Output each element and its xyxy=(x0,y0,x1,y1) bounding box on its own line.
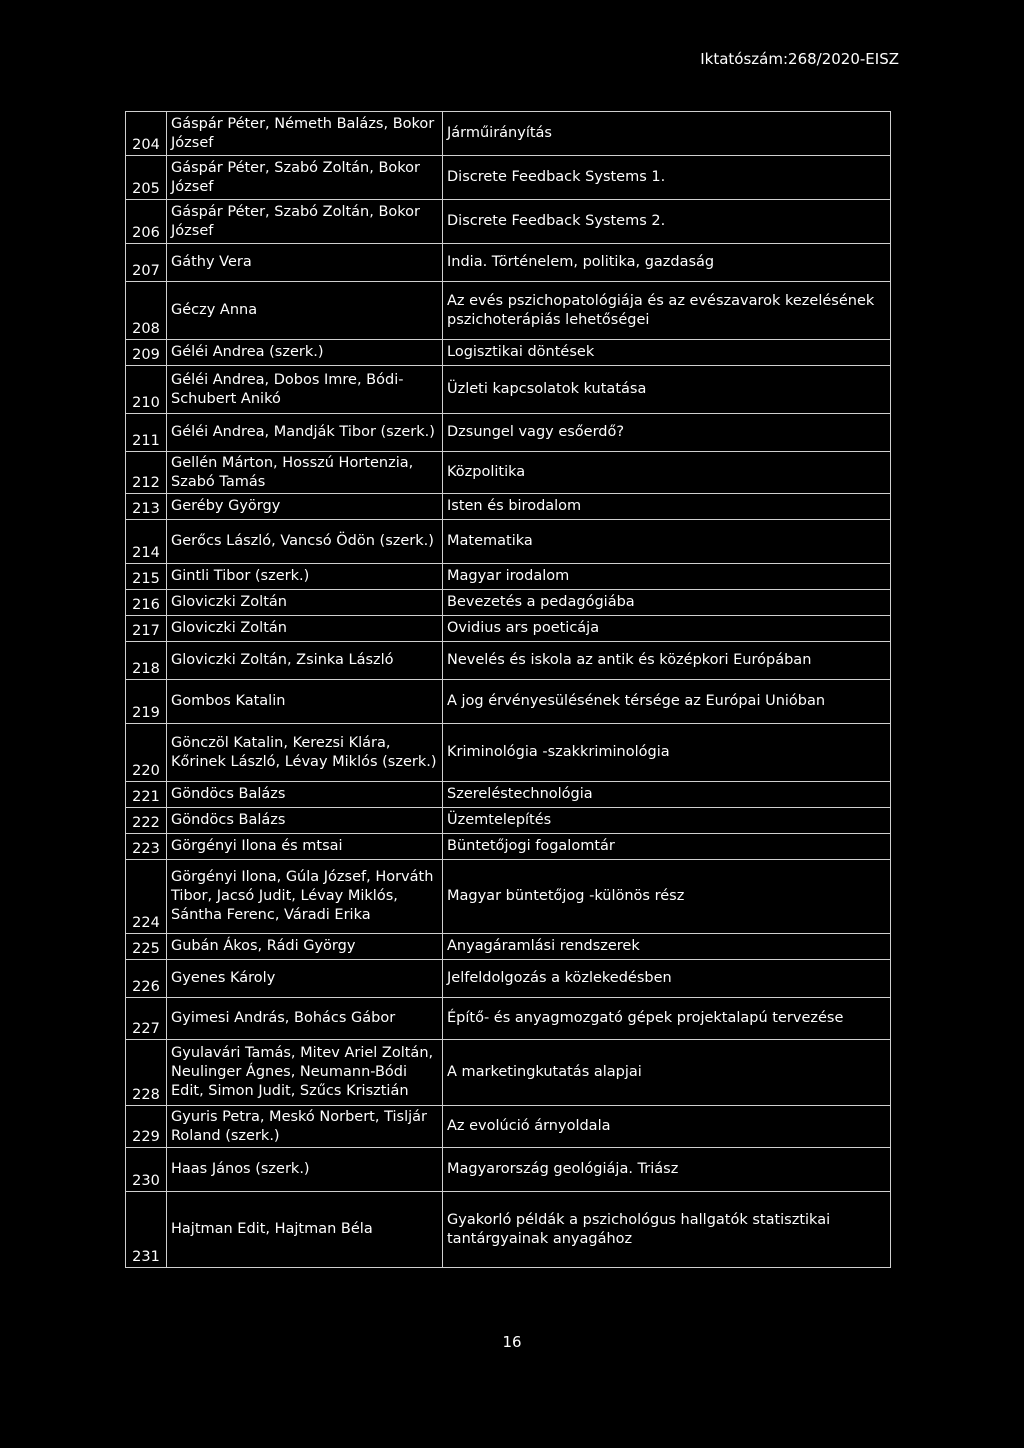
table-row xyxy=(126,282,891,340)
row-title: Matematika xyxy=(443,520,891,564)
page-number: 16 xyxy=(502,1333,522,1351)
table-row xyxy=(126,590,891,616)
row-number: 231 xyxy=(126,1192,167,1268)
row-title: Ovidius ars poeticája xyxy=(443,616,891,642)
row-authors: Géczy Anna xyxy=(167,282,443,340)
row-authors: Gönczöl Katalin, Kerezsi Klára, Kőrinek László, Lévay Miklós (szerk.) xyxy=(167,724,443,782)
row-authors: Göndöcs Balázs xyxy=(167,808,443,834)
table-row xyxy=(126,452,891,494)
row-title: Magyar büntetőjog -különös rész xyxy=(443,860,891,934)
row-number: 230 xyxy=(126,1148,167,1192)
table-row xyxy=(126,366,891,414)
table-row xyxy=(126,494,891,520)
table-row xyxy=(126,1192,891,1268)
row-authors: Gellén Márton, Hosszú Hortenzia, Szabó Tamás xyxy=(167,452,443,494)
row-authors: Géléi Andrea, Dobos Imre, Bódi-Schubert Anikó xyxy=(167,366,443,414)
row-title: Bevezetés a pedagógiába xyxy=(443,590,891,616)
row-authors: Görgényi Ilona, Gúla József, Horváth Tibor, Jacsó Judit, Lévay Miklós, Sántha Ferenc, Váradi Erika xyxy=(167,860,443,934)
row-authors: Gloviczki Zoltán xyxy=(167,590,443,616)
row-number: 224 xyxy=(126,860,167,934)
row-title: Gyakorló példák a pszichológus hallgatók statisztikai tantárgyainak anyagához xyxy=(443,1192,891,1268)
row-number: 215 xyxy=(126,564,167,590)
table-row xyxy=(126,414,891,452)
row-number: 206 xyxy=(126,200,167,244)
row-title: Magyarország geológiája. Triász xyxy=(443,1148,891,1192)
row-authors: Géléi Andrea (szerk.) xyxy=(167,340,443,366)
row-title: Jelfeldolgozás a közlekedésben xyxy=(443,960,891,998)
row-title: Üzemtelepítés xyxy=(443,808,891,834)
row-title: Büntetőjogi fogalomtár xyxy=(443,834,891,860)
row-number: 210 xyxy=(126,366,167,414)
row-title: Logisztikai döntések xyxy=(443,340,891,366)
book-list-table xyxy=(125,111,891,1268)
row-number: 205 xyxy=(126,156,167,200)
row-number: 219 xyxy=(126,680,167,724)
row-number: 204 xyxy=(126,112,167,156)
table-row xyxy=(126,680,891,724)
row-authors: Geréby György xyxy=(167,494,443,520)
table-row xyxy=(126,1148,891,1192)
row-authors: Gintli Tibor (szerk.) xyxy=(167,564,443,590)
row-authors: Göndöcs Balázs xyxy=(167,782,443,808)
row-authors: Gloviczki Zoltán, Zsinka László xyxy=(167,642,443,680)
row-authors: Gáthy Vera xyxy=(167,244,443,282)
document-reference-number: Iktatószám:268/2020-EISZ xyxy=(700,50,899,68)
table-row xyxy=(126,1106,891,1148)
row-authors: Görgényi Ilona és mtsai xyxy=(167,834,443,860)
row-title: Az evolúció árnyoldala xyxy=(443,1106,891,1148)
row-authors: Gloviczki Zoltán xyxy=(167,616,443,642)
row-authors: Gubán Ákos, Rádi György xyxy=(167,934,443,960)
row-title: Kriminológia -szakkriminológia xyxy=(443,724,891,782)
table-row xyxy=(126,998,891,1040)
row-title: Az evés pszichopatológiája és az evészavarok kezelésének pszichoterápiás lehetőségei xyxy=(443,282,891,340)
row-authors: Gyimesi András, Bohács Gábor xyxy=(167,998,443,1040)
row-number: 208 xyxy=(126,282,167,340)
row-number: 229 xyxy=(126,1106,167,1148)
row-number: 228 xyxy=(126,1040,167,1106)
row-number: 209 xyxy=(126,340,167,366)
row-authors: Gáspár Péter, Németh Balázs, Bokor József xyxy=(167,112,443,156)
table-row xyxy=(126,1040,891,1106)
row-number: 212 xyxy=(126,452,167,494)
row-number: 217 xyxy=(126,616,167,642)
table-row xyxy=(126,616,891,642)
row-authors: Gyenes Károly xyxy=(167,960,443,998)
row-title: Magyar irodalom xyxy=(443,564,891,590)
row-title: A marketingkutatás alapjai xyxy=(443,1040,891,1106)
row-authors: Haas János (szerk.) xyxy=(167,1148,443,1192)
row-title: Közpolitika xyxy=(443,452,891,494)
row-title: Nevelés és iskola az antik és középkori Európában xyxy=(443,642,891,680)
table-row xyxy=(126,960,891,998)
table-row xyxy=(126,564,891,590)
row-title: Építő- és anyagmozgató gépek projektalapú tervezése xyxy=(443,998,891,1040)
row-number: 218 xyxy=(126,642,167,680)
row-number: 214 xyxy=(126,520,167,564)
table-row xyxy=(126,244,891,282)
row-number: 225 xyxy=(126,934,167,960)
table-row xyxy=(126,834,891,860)
row-authors: Gombos Katalin xyxy=(167,680,443,724)
row-title: India. Történelem, politika, gazdaság xyxy=(443,244,891,282)
table-row xyxy=(126,156,891,200)
row-authors: Gáspár Péter, Szabó Zoltán, Bokor József xyxy=(167,200,443,244)
row-title: Dzsungel vagy esőerdő? xyxy=(443,414,891,452)
row-title: Szereléstechnológia xyxy=(443,782,891,808)
row-authors: Géléi Andrea, Mandják Tibor (szerk.) xyxy=(167,414,443,452)
row-title: Discrete Feedback Systems 1. xyxy=(443,156,891,200)
row-number: 226 xyxy=(126,960,167,998)
row-authors: Gyulavári Tamás, Mitev Ariel Zoltán, Neulinger Ágnes, Neumann-Bódi Edit, Simon Judit, Szűcs Krisztián xyxy=(167,1040,443,1106)
row-number: 223 xyxy=(126,834,167,860)
table-row xyxy=(126,642,891,680)
row-number: 220 xyxy=(126,724,167,782)
row-title: Üzleti kapcsolatok kutatása xyxy=(443,366,891,414)
table-row xyxy=(126,520,891,564)
row-number: 222 xyxy=(126,808,167,834)
row-title: Anyagáramlási rendszerek xyxy=(443,934,891,960)
row-authors: Hajtman Edit, Hajtman Béla xyxy=(167,1192,443,1268)
row-title: Discrete Feedback Systems 2. xyxy=(443,200,891,244)
table-row xyxy=(126,860,891,934)
row-number: 207 xyxy=(126,244,167,282)
table-row xyxy=(126,934,891,960)
table-row xyxy=(126,340,891,366)
row-number: 211 xyxy=(126,414,167,452)
row-number: 227 xyxy=(126,998,167,1040)
row-number: 213 xyxy=(126,494,167,520)
row-number: 221 xyxy=(126,782,167,808)
row-authors: Gyuris Petra, Meskó Norbert, Tisljár Roland (szerk.) xyxy=(167,1106,443,1148)
row-authors: Gáspár Péter, Szabó Zoltán, Bokor József xyxy=(167,156,443,200)
row-number: 216 xyxy=(126,590,167,616)
table-row xyxy=(126,200,891,244)
row-authors: Gerőcs László, Vancsó Ödön (szerk.) xyxy=(167,520,443,564)
row-title: Járműirányítás xyxy=(443,112,891,156)
table-row xyxy=(126,724,891,782)
table-row xyxy=(126,782,891,808)
table-row xyxy=(126,808,891,834)
row-title: Isten és birodalom xyxy=(443,494,891,520)
row-title: A jog érvényesülésének térsége az Európai Unióban xyxy=(443,680,891,724)
table-row xyxy=(126,112,891,156)
